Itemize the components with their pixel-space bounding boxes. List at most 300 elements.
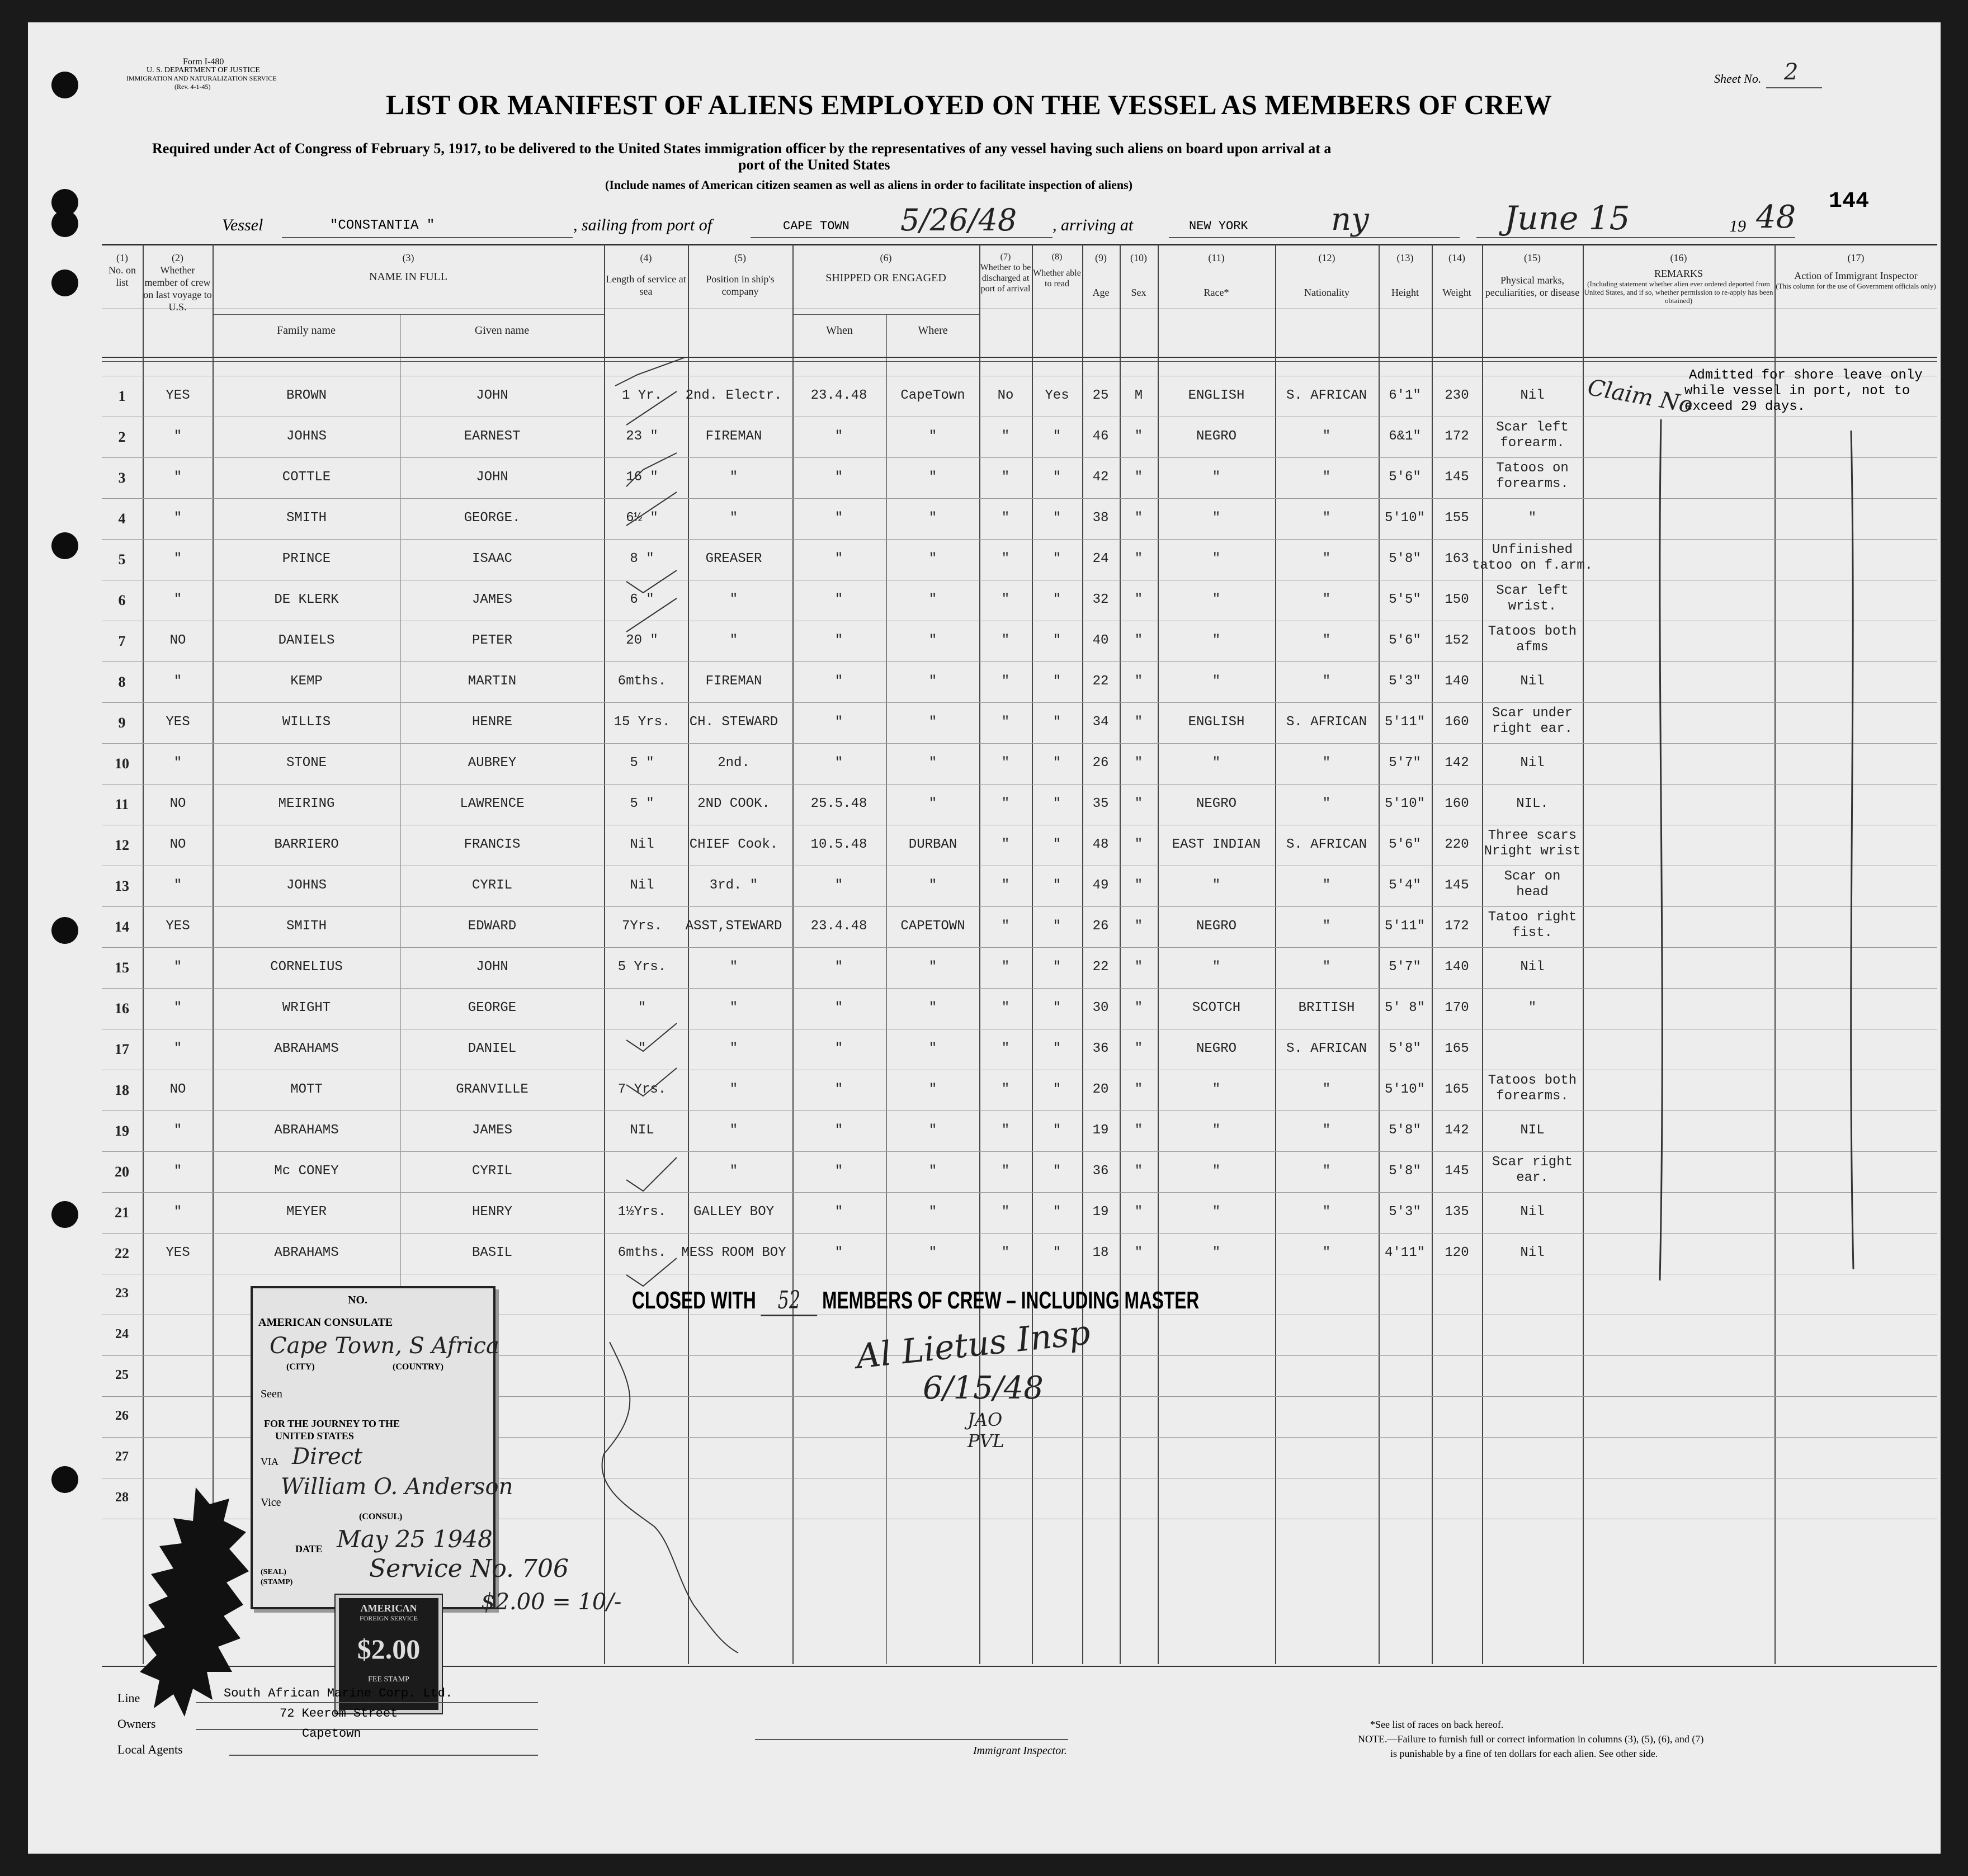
service-length-cell: 7 Yrs.: [617, 1082, 667, 1097]
age-cell: 26: [1092, 919, 1109, 934]
department: U. S. DEPARTMENT OF JUSTICE: [147, 66, 260, 74]
service-length-cell: 23 ": [626, 429, 658, 444]
able-to-read-cell: ": [1053, 837, 1061, 852]
age-cell: 36: [1092, 1041, 1109, 1056]
physical-marks-line: ear.: [1516, 1170, 1549, 1185]
shipped-where-cell: ": [928, 1245, 937, 1260]
weight-cell: 140: [1445, 674, 1469, 689]
stamp-service-no: Service No. 706: [369, 1554, 569, 1583]
stamp-journey-2: UNITED STATES: [275, 1430, 354, 1442]
shipped-where-cell: ": [928, 796, 937, 811]
shipped-where-cell: ": [928, 429, 937, 444]
binder-hole: [51, 270, 78, 296]
service-length-cell: ": [638, 1000, 646, 1015]
sex-cell: ": [1134, 1000, 1143, 1015]
physical-marks-line: Tatoos on: [1496, 461, 1569, 476]
shipped-when-cell: ": [834, 1000, 843, 1015]
position-cell: 2nd. Electr.: [685, 388, 782, 403]
height-cell: 5'10": [1384, 796, 1426, 811]
last-voyage-cell: NO: [169, 633, 186, 648]
nationality-cell: ": [1322, 633, 1331, 648]
discharged-cell: ": [1001, 470, 1010, 485]
nationality-cell: ": [1322, 592, 1331, 607]
family-name-cell: ABRAHAMS: [274, 1245, 339, 1260]
physical-marks-line: Tatoo right: [1488, 910, 1577, 925]
height-cell: 5'10": [1384, 511, 1426, 526]
physical-marks-line: head: [1516, 885, 1549, 900]
remarks-typed-2: while vessel in port, not to: [1684, 384, 1910, 399]
last-voyage-cell: YES: [166, 388, 190, 403]
age-cell: 22: [1092, 960, 1109, 975]
weight-cell: 142: [1445, 755, 1469, 771]
remarks-handwritten: Claim No: [1585, 374, 1695, 419]
height-cell: 5'10": [1384, 1082, 1426, 1097]
physical-marks-line: Unfinished: [1492, 542, 1573, 557]
closed-statement: [632, 1286, 1199, 1316]
col-17-header: (17) Action of Immigrant Inspector (This column for the use of Government officials only): [1776, 252, 1936, 290]
shipped-when-cell: ": [834, 1204, 843, 1220]
height-cell: 5'4": [1389, 878, 1421, 893]
physical-marks-cell: [1496, 583, 1569, 615]
stamp-fee-note: $2.00 = 10/-: [481, 1589, 622, 1615]
height-cell: 5'5": [1389, 592, 1421, 607]
closed-prefix: CLOSED WITH: [632, 1287, 756, 1314]
height-cell: 5'8": [1389, 1164, 1421, 1179]
age-cell: 18: [1092, 1245, 1109, 1260]
physical-marks-line: Scar left: [1496, 583, 1569, 598]
closed-suffix: MEMBERS OF CREW – INCLUDING MASTER: [822, 1287, 1200, 1314]
col-3a-header: Family name: [277, 324, 336, 337]
row-number: 6: [118, 592, 126, 608]
last-voyage-cell: ": [173, 1204, 182, 1220]
nationality-cell: ": [1322, 919, 1331, 934]
family-name-cell: JOHNS: [286, 429, 327, 444]
row-number: 24: [115, 1327, 129, 1341]
physical-marks-line: Tatoos both: [1488, 624, 1577, 639]
position-cell: ": [729, 1000, 738, 1015]
service-length-cell: 6½ ": [626, 511, 658, 526]
physical-marks-line: right ear.: [1492, 721, 1573, 736]
discharged-cell: ": [1001, 1082, 1010, 1097]
discharged-cell: ": [1001, 715, 1010, 730]
physical-marks-cell: Nil: [1520, 674, 1545, 689]
last-voyage-cell: ": [173, 1000, 182, 1015]
shipped-where-cell: ": [928, 511, 937, 526]
col-3-header: (3) NAME IN FULL: [369, 252, 447, 283]
service-length-cell: 1½Yrs.: [617, 1204, 667, 1220]
given-name-cell: GEORGE: [468, 1000, 517, 1015]
physical-marks-cell: Nil: [1520, 755, 1545, 771]
sex-cell: ": [1134, 1245, 1143, 1260]
row-number: 7: [118, 633, 126, 649]
family-name-cell: SMITH: [286, 511, 327, 526]
family-name-cell: MOTT: [290, 1082, 323, 1097]
row-number: 3: [118, 470, 126, 486]
family-name-cell: Mc CONEY: [274, 1164, 339, 1179]
sex-cell: ": [1134, 1204, 1143, 1220]
service-length-cell: ": [638, 1041, 646, 1056]
col-2-header: (2) Whether member of crew on last voyage to U.S.: [143, 252, 212, 313]
able-to-read-cell: ": [1053, 511, 1061, 526]
given-name-cell: JOHN: [476, 388, 508, 403]
stamp-journey-1: FOR THE JOURNEY TO THE: [264, 1418, 400, 1429]
row-number: 10: [115, 755, 129, 772]
service-length-cell: NIL: [630, 1123, 654, 1138]
stamp-date-value: May 25 1948: [337, 1525, 493, 1553]
stamp-seal-label: (SEAL): [261, 1568, 286, 1576]
height-cell: 5'6": [1389, 633, 1421, 648]
family-name-cell: ABRAHAMS: [274, 1123, 339, 1138]
sex-cell: ": [1134, 878, 1143, 893]
last-voyage-cell: ": [173, 511, 182, 526]
sailing-port: CAPE TOWN: [783, 219, 850, 233]
given-name-cell: FRANCIS: [464, 837, 521, 852]
form-title: LIST OR MANIFEST OF ALIENS EMPLOYED ON THE VESSEL AS MEMBERS OF CREW: [386, 89, 1552, 120]
height-cell: 5'8": [1389, 1041, 1421, 1056]
weight-cell: 145: [1445, 470, 1469, 485]
race-cell: NEGRO: [1196, 796, 1237, 811]
stamp-no-label: NO.: [348, 1294, 367, 1306]
given-name-cell: BASIL: [471, 1245, 513, 1260]
given-name-cell: LAWRENCE: [460, 796, 525, 811]
discharged-cell: ": [1001, 960, 1010, 975]
row-number: 11: [115, 796, 129, 812]
race-cell: NEGRO: [1196, 1041, 1237, 1056]
arriving-port: NEW YORK: [1189, 219, 1248, 233]
shipped-when-cell: ": [834, 1041, 843, 1056]
row-number: 16: [115, 1000, 129, 1017]
service-length-cell: 6 ": [630, 592, 654, 607]
shipped-when-cell: ": [834, 674, 843, 689]
footer-note-1: NOTE.—Failure to furnish full or correct information in columns (3), (5), (6), and (7): [1358, 1733, 1704, 1745]
position-cell: ": [729, 960, 738, 975]
footer-line-value: South African Marine Corp. Ltd.: [224, 1686, 453, 1700]
nationality-cell: S. AFRICAN: [1286, 388, 1367, 403]
race-cell: ENGLISH: [1188, 715, 1245, 730]
sex-cell: ": [1134, 592, 1143, 607]
footer-owners-rule: [196, 1729, 538, 1730]
last-voyage-cell: NO: [169, 796, 186, 811]
binder-hole: [51, 532, 78, 559]
binder-hole: [51, 1466, 78, 1493]
given-name-cell: GEORGE.: [464, 511, 521, 526]
family-name-cell: STONE: [286, 755, 327, 771]
able-to-read-cell: ": [1053, 1204, 1061, 1220]
race-cell: SCOTCH: [1192, 1000, 1241, 1015]
age-cell: 19: [1092, 1204, 1109, 1220]
shipped-when-cell: ": [834, 633, 843, 648]
discharged-cell: ": [1001, 1041, 1010, 1056]
able-to-read-cell: ": [1053, 878, 1061, 893]
row-number: 23: [115, 1286, 129, 1301]
family-name-cell: KEMP: [290, 674, 323, 689]
shipped-when-cell: ": [834, 1082, 843, 1097]
nationality-cell: S. AFRICAN: [1286, 837, 1367, 852]
sex-cell: ": [1134, 511, 1143, 526]
nationality-cell: ": [1322, 1082, 1331, 1097]
manifest-sheet: [28, 22, 1941, 1854]
footer-line-rule: [196, 1702, 538, 1703]
nationality-cell: ": [1322, 1204, 1331, 1220]
sailing-line: [751, 237, 1053, 238]
stamp-country-label: (COUNTRY): [393, 1362, 443, 1372]
physical-marks-line: Tatoos both: [1488, 1073, 1577, 1088]
shipped-when-cell: ": [834, 511, 843, 526]
age-cell: 34: [1092, 715, 1109, 730]
race-cell: ": [1212, 633, 1221, 648]
discharged-cell: No: [997, 388, 1014, 403]
shipped-where-cell: ": [928, 1204, 937, 1220]
height-cell: 5'3": [1389, 1204, 1421, 1220]
sex-cell: ": [1134, 715, 1143, 730]
arrival-line: [1476, 237, 1795, 238]
height-cell: 6&1": [1389, 429, 1421, 444]
col-12-header: (12) Nationality: [1304, 252, 1349, 298]
shipped-where-cell: ": [928, 1164, 937, 1179]
row-number: 14: [115, 919, 129, 935]
weight-cell: 160: [1445, 796, 1469, 811]
physical-marks-cell: [1484, 828, 1581, 859]
position-cell: ": [729, 633, 738, 648]
row-number: 15: [115, 960, 129, 976]
shipped-where-cell: ": [928, 551, 937, 566]
position-cell: FIREMAN: [705, 429, 762, 444]
able-to-read-cell: ": [1053, 470, 1061, 485]
height-cell: 5'11": [1384, 919, 1426, 934]
sheet-label: Sheet No.: [1714, 72, 1762, 86]
discharged-cell: ": [1001, 633, 1010, 648]
row-number: 20: [115, 1164, 129, 1180]
last-voyage-cell: YES: [166, 715, 190, 730]
last-voyage-cell: ": [173, 1164, 182, 1179]
shipped-when-cell: 23.4.48: [810, 388, 867, 403]
race-cell: ": [1212, 755, 1221, 771]
last-voyage-cell: ": [173, 1123, 182, 1138]
physical-marks-cell: Nil: [1520, 1204, 1545, 1220]
weight-cell: 150: [1445, 592, 1469, 607]
discharged-cell: ": [1001, 755, 1010, 771]
col-6-header: (6) SHIPPED OR ENGAGED: [825, 252, 946, 284]
race-cell: NEGRO: [1196, 429, 1237, 444]
position-cell: ASST,STEWARD: [685, 919, 782, 934]
service-length-cell: 6mths.: [617, 674, 667, 689]
remarks-typed-1: Admitted for shore leave only: [1689, 368, 1923, 383]
weight-cell: 155: [1445, 511, 1469, 526]
able-to-read-cell: ": [1053, 429, 1061, 444]
able-to-read-cell: ": [1053, 715, 1061, 730]
arriving-line: [1169, 237, 1460, 238]
given-name-cell: JOHN: [476, 470, 508, 485]
discharged-cell: ": [1001, 837, 1010, 852]
vessel-name: "CONSTANTIA ": [330, 218, 435, 233]
shipped-where-cell: ": [928, 1123, 937, 1138]
physical-marks-line: Scar under: [1492, 706, 1573, 721]
service-length-cell: Nil: [630, 878, 654, 893]
last-voyage-cell: NO: [169, 837, 186, 852]
discharged-cell: ": [1001, 1164, 1010, 1179]
family-name-cell: JOHNS: [286, 878, 327, 893]
able-to-read-cell: ": [1053, 919, 1061, 934]
binder-hole: [51, 210, 78, 237]
age-cell: 24: [1092, 551, 1109, 566]
last-voyage-cell: YES: [166, 919, 190, 934]
stamp-seen: Seen: [261, 1388, 282, 1400]
position-cell: ": [729, 592, 738, 607]
discharged-cell: ": [1001, 796, 1010, 811]
physical-marks-cell: ": [1528, 1000, 1537, 1015]
shipped-when-cell: 23.4.48: [810, 919, 867, 934]
physical-marks-cell: [1504, 869, 1561, 900]
row-number: 9: [118, 715, 126, 731]
sex-cell: ": [1134, 796, 1143, 811]
discharged-cell: ": [1001, 511, 1010, 526]
race-cell: NEGRO: [1196, 919, 1237, 934]
row-number: 25: [115, 1368, 129, 1382]
physical-marks-cell: Nil: [1520, 388, 1545, 403]
race-cell: ": [1212, 1204, 1221, 1220]
sex-cell: ": [1134, 429, 1143, 444]
family-name-cell: WILLIS: [282, 715, 331, 730]
margin-scribble: [587, 1342, 755, 1655]
able-to-read-cell: ": [1053, 1000, 1061, 1015]
given-name-cell: ISAAC: [471, 551, 513, 566]
position-cell: CH. STEWARD: [689, 715, 778, 730]
sailing-label: , sailing from port of: [573, 216, 712, 234]
page-stamp: 144: [1829, 189, 1870, 214]
able-to-read-cell: ": [1053, 551, 1061, 566]
service-length-cell: 5 Yrs.: [617, 960, 667, 975]
race-cell: ": [1212, 1082, 1221, 1097]
position-cell: GALLEY BOY: [693, 1204, 775, 1220]
col-6b-header: Where: [918, 324, 948, 337]
footer-agents-rule: [229, 1755, 538, 1756]
weight-cell: 220: [1445, 837, 1469, 852]
position-cell: ": [729, 470, 738, 485]
last-voyage-cell: ": [173, 1041, 182, 1056]
age-cell: 40: [1092, 633, 1109, 648]
given-name-cell: AUBREY: [468, 755, 517, 771]
last-voyage-cell: ": [173, 429, 182, 444]
sheet-number-line: [1766, 87, 1822, 88]
row-number: 5: [118, 551, 126, 568]
height-cell: 5'8": [1389, 1123, 1421, 1138]
arriving-state: ny: [1331, 201, 1369, 238]
sex-cell: ": [1134, 1123, 1143, 1138]
able-to-read-cell: ": [1053, 1041, 1061, 1056]
form-subtitle-note: (Include names of American citizen seamen as well as aliens in order to facilitate inspection of aliens): [605, 178, 1133, 192]
able-to-read-cell: ": [1053, 674, 1061, 689]
able-to-read-cell: ": [1053, 1164, 1061, 1179]
physical-marks-line: forearms.: [1496, 1089, 1569, 1104]
shipped-where-cell: CapeTown: [900, 388, 965, 403]
stamp-city-label: (CITY): [286, 1362, 315, 1372]
closed-count: 52: [761, 1286, 818, 1316]
sheet-number: 2: [1784, 59, 1799, 85]
arriving-label: , arriving at: [1053, 216, 1134, 234]
row-number: 8: [118, 674, 126, 690]
row-number: 18: [115, 1082, 129, 1098]
last-voyage-cell: ": [173, 878, 182, 893]
weight-cell: 172: [1445, 919, 1469, 934]
stamp-stamp-label: (STAMP): [261, 1578, 293, 1586]
given-name-cell: JAMES: [471, 1123, 513, 1138]
weight-cell: 163: [1445, 551, 1469, 566]
able-to-read-cell: ": [1053, 633, 1061, 648]
weight-cell: 135: [1445, 1204, 1469, 1220]
row-number: 19: [115, 1123, 129, 1139]
row-number: 22: [115, 1245, 129, 1261]
footer-inspector-rule: [755, 1739, 1068, 1740]
shipped-when-cell: ": [834, 878, 843, 893]
vessel-line: [282, 237, 573, 238]
form-number: Form I-480: [183, 57, 224, 67]
position-cell: CHIEF Cook.: [689, 837, 778, 852]
inspector-date: 6/15/48: [923, 1370, 1044, 1406]
shipped-where-cell: ": [928, 878, 937, 893]
nationality-cell: S. AFRICAN: [1286, 715, 1367, 730]
nationality-cell: ": [1322, 796, 1331, 811]
stamp-city-value: Cape Town, S Africa: [270, 1333, 499, 1359]
shipped-where-cell: ": [928, 960, 937, 975]
physical-marks-line: fist.: [1512, 925, 1552, 941]
family-name-cell: MEIRING: [278, 796, 335, 811]
physical-marks-line: wrist.: [1508, 599, 1557, 614]
age-cell: 46: [1092, 429, 1109, 444]
footer-owners-label: Owners: [117, 1717, 156, 1731]
position-cell: 2nd.: [718, 755, 750, 771]
race-cell: ": [1212, 1164, 1221, 1179]
shipped-when-cell: ": [834, 715, 843, 730]
physical-marks-line: Three scars: [1488, 828, 1577, 843]
physical-marks-cell: [1488, 624, 1577, 655]
sex-cell: M: [1134, 388, 1143, 403]
age-cell: 32: [1092, 592, 1109, 607]
sex-cell: ": [1134, 837, 1143, 852]
age-cell: 38: [1092, 511, 1109, 526]
row-number: 17: [115, 1041, 129, 1057]
footer-owners-value: 72 Keerom Street: [280, 1707, 398, 1721]
shipped-when-cell: 10.5.48: [810, 837, 867, 852]
able-to-read-cell: ": [1053, 1245, 1061, 1260]
position-cell: FIREMAN: [705, 674, 762, 689]
age-cell: 36: [1092, 1164, 1109, 1179]
able-to-read-cell: Yes: [1045, 388, 1069, 403]
arrival-year-prefix: 19: [1729, 217, 1746, 235]
nationality-cell: ": [1322, 960, 1331, 975]
physical-marks-cell: NIL.: [1516, 796, 1549, 811]
shipped-when-cell: ": [834, 960, 843, 975]
age-cell: 19: [1092, 1123, 1109, 1138]
physical-marks-cell: [1496, 461, 1569, 492]
race-cell: ": [1212, 878, 1221, 893]
sex-cell: ": [1134, 1082, 1143, 1097]
footer-note-2: is punishable by a fine of ten dollars for each alien. See other side.: [1390, 1748, 1658, 1759]
physical-marks-line: Scar right: [1492, 1155, 1573, 1170]
sex-cell: ": [1134, 755, 1143, 771]
remarks-typed-3: exceed 29 days.: [1684, 399, 1806, 414]
given-name-cell: CYRIL: [471, 1164, 513, 1179]
col-7-header: (7) Whether to be discharged at port of arrival: [980, 252, 1031, 294]
row-number: 21: [115, 1204, 129, 1221]
able-to-read-cell: ": [1053, 796, 1061, 811]
given-name-cell: DANIEL: [468, 1041, 517, 1056]
physical-marks-line: forearm.: [1500, 436, 1565, 451]
arrival-date: June 15: [1504, 199, 1630, 237]
able-to-read-cell: ": [1053, 1123, 1061, 1138]
row-number: 28: [115, 1490, 129, 1505]
shipped-when-cell: ": [834, 429, 843, 444]
shipped-where-cell: ": [928, 674, 937, 689]
